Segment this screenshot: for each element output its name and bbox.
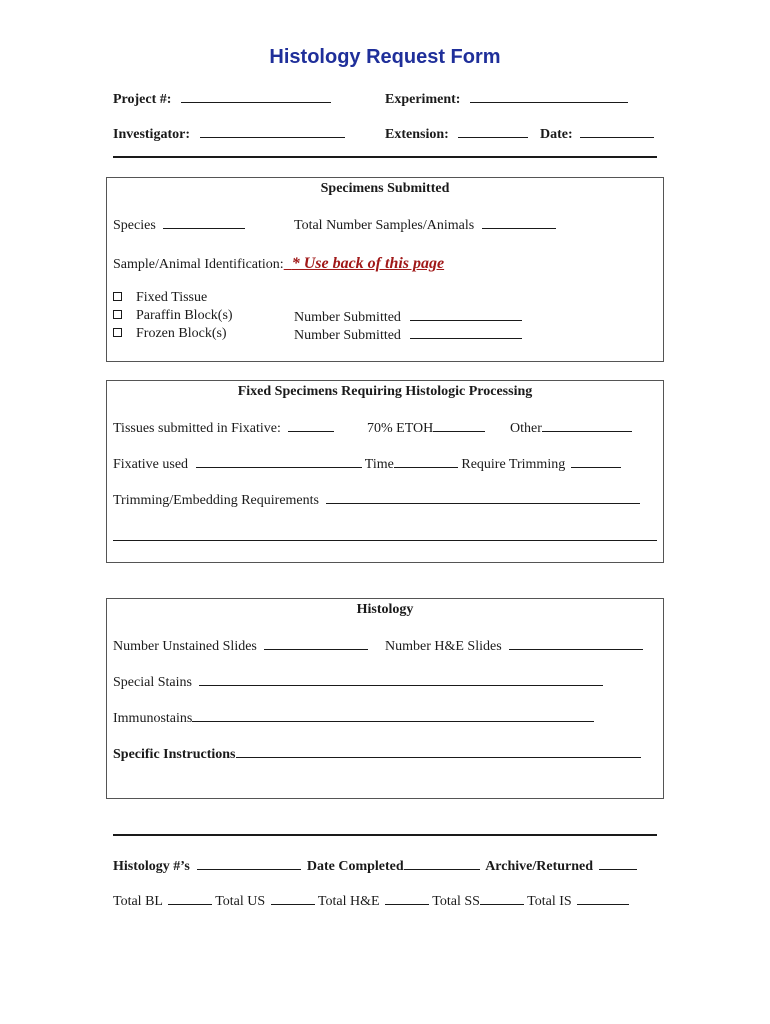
special-stains-label: Special Stains <box>113 675 192 690</box>
species-label: Species <box>113 218 156 233</box>
unstained-line[interactable] <box>264 637 368 650</box>
experiment-label: Experiment: <box>385 92 461 107</box>
embedding-line-2[interactable] <box>113 528 657 541</box>
embedding-field[interactable] <box>113 491 640 509</box>
experiment-line[interactable] <box>470 90 628 103</box>
totals-row <box>113 892 629 910</box>
office-use-row <box>113 857 637 875</box>
species-line[interactable] <box>163 216 245 229</box>
embedding-label: Trimming/Embedding Requirements <box>113 493 319 508</box>
trimming-line[interactable] <box>571 455 621 468</box>
option-frozen-block[interactable] <box>113 326 227 342</box>
extension-field[interactable] <box>385 125 528 143</box>
footer-divider <box>113 834 657 836</box>
paraffin-number-line[interactable] <box>410 308 522 321</box>
fixative-line[interactable] <box>288 419 334 432</box>
extension-label: Extension: <box>385 127 449 142</box>
immunostains-field[interactable] <box>113 709 594 727</box>
total-he-label: Total H&E <box>317 894 380 909</box>
date-completed-label: Date Completed <box>306 859 404 874</box>
fixed-tissue-label: Fixed Tissue <box>136 290 208 305</box>
project-line[interactable] <box>181 90 331 103</box>
fixative-used-label: Fixative used <box>113 457 189 472</box>
total-samples-field[interactable] <box>294 216 556 234</box>
investigator-line[interactable] <box>200 125 345 138</box>
date-completed-line[interactable] <box>404 857 480 870</box>
time-label: Time <box>364 457 394 472</box>
total-he-line[interactable] <box>385 892 429 905</box>
instructions-line[interactable] <box>236 745 641 758</box>
option-fixed-tissue[interactable] <box>113 290 207 306</box>
fixative-label: Tissues submitted in Fixative: <box>113 421 281 436</box>
he-slides-line[interactable] <box>509 637 643 650</box>
date-line[interactable] <box>580 125 654 138</box>
identification-field[interactable] <box>113 255 444 273</box>
archive-line[interactable] <box>599 857 637 870</box>
extension-line[interactable] <box>458 125 528 138</box>
histology-number-line[interactable] <box>197 857 301 870</box>
total-is-line[interactable] <box>577 892 629 905</box>
project-label: Project #: <box>113 92 172 107</box>
other-field[interactable] <box>510 419 632 437</box>
frozen-number-line[interactable] <box>410 326 522 339</box>
total-is-label: Total IS <box>527 894 572 909</box>
species-field[interactable] <box>113 216 245 234</box>
archive-label: Archive/Returned <box>485 859 594 874</box>
fixative-used-line[interactable] <box>196 455 362 468</box>
special-stains-line[interactable] <box>199 673 603 686</box>
trimming-label: Require Trimming <box>461 457 566 472</box>
etoh-label: 70% ETOH <box>367 421 434 436</box>
time-line[interactable] <box>394 455 458 468</box>
immunostains-label: Immunostains <box>113 711 193 726</box>
he-slides-label: Number H&E Slides <box>385 639 502 654</box>
total-samples-label: Total Number Samples/Animals <box>294 218 475 233</box>
he-slides-field[interactable] <box>385 637 643 655</box>
paraffin-block-checkbox[interactable] <box>113 310 122 319</box>
header-divider <box>113 156 657 158</box>
other-label: Other <box>510 421 542 436</box>
paraffin-number-label: Number Submitted <box>294 310 401 325</box>
paraffin-number-field[interactable] <box>294 308 522 326</box>
immunostains-line[interactable] <box>192 709 594 722</box>
frozen-block-label: Frozen Block(s) <box>136 326 227 341</box>
unstained-label: Number Unstained Slides <box>113 639 257 654</box>
form-title: Histology Request Form <box>269 46 501 68</box>
identification-note: * Use back of this page <box>291 255 445 272</box>
specimens-heading: Specimens Submitted <box>320 181 450 196</box>
paraffin-block-label: Paraffin Block(s) <box>136 308 233 323</box>
date-field[interactable] <box>540 125 654 143</box>
etoh-line[interactable] <box>433 419 485 432</box>
date-label: Date: <box>540 127 573 142</box>
total-ss-label: Total SS <box>432 894 480 909</box>
fixed-tissue-checkbox[interactable] <box>113 292 122 301</box>
total-us-line[interactable] <box>271 892 315 905</box>
experiment-field[interactable] <box>385 90 628 108</box>
fixed-specimens-heading: Fixed Specimens Requiring Histologic Processing <box>237 384 533 399</box>
unstained-field[interactable] <box>113 637 368 655</box>
frozen-block-checkbox[interactable] <box>113 328 122 337</box>
instructions-field[interactable] <box>113 745 641 763</box>
option-paraffin-block[interactable] <box>113 308 233 324</box>
histology-heading: Histology <box>356 602 414 617</box>
fixative-used-field[interactable] <box>113 455 621 473</box>
etoh-field[interactable] <box>367 419 485 437</box>
project-field[interactable] <box>113 90 331 108</box>
histology-box <box>106 598 664 799</box>
total-us-label: Total US <box>215 894 266 909</box>
identification-label: Sample/Animal Identification: <box>113 257 284 272</box>
total-samples-line[interactable] <box>482 216 556 229</box>
embedding-line[interactable] <box>326 491 640 504</box>
total-ss-line[interactable] <box>480 892 524 905</box>
histology-number-label: Histology #’s <box>113 859 190 874</box>
total-bl-line[interactable] <box>168 892 212 905</box>
other-line[interactable] <box>542 419 632 432</box>
total-bl-label: Total BL <box>113 894 163 909</box>
fixative-field[interactable] <box>113 419 334 437</box>
frozen-number-label: Number Submitted <box>294 328 401 343</box>
investigator-field[interactable] <box>113 125 345 143</box>
special-stains-field[interactable] <box>113 673 603 691</box>
instructions-label: Specific Instructions <box>113 747 236 762</box>
investigator-label: Investigator: <box>113 127 190 142</box>
frozen-number-field[interactable] <box>294 326 522 344</box>
